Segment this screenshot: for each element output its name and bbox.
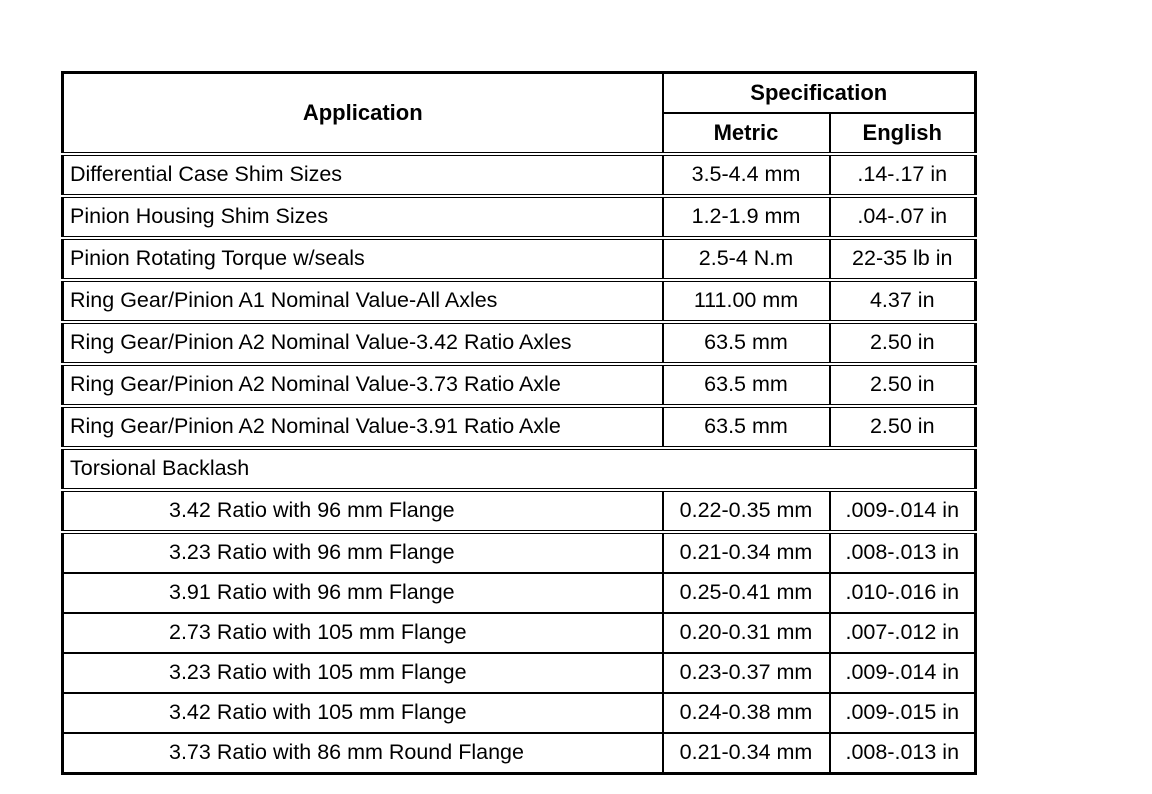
english-cell: .008-.013 in <box>830 733 976 774</box>
english-cell: 2.50 in <box>830 406 976 448</box>
english-cell: .009-.014 in <box>830 490 976 532</box>
table-row <box>63 280 976 322</box>
metric-cell: 0.21-0.34 mm <box>663 532 830 573</box>
table-row <box>63 406 976 448</box>
english-cell: .009-.015 in <box>830 693 976 733</box>
table-row <box>63 613 976 653</box>
metric-cell: 63.5 mm <box>663 364 830 406</box>
english-cell: 4.37 in <box>830 280 976 322</box>
table-row <box>63 653 976 693</box>
section-title: Torsional Backlash <box>63 448 976 490</box>
metric-cell: 1.2-1.9 mm <box>663 196 830 238</box>
metric-cell: 111.00 mm <box>663 280 830 322</box>
metric-cell: 0.20-0.31 mm <box>663 613 830 653</box>
english-cell: .010-.016 in <box>830 573 976 613</box>
application-cell: 3.42 Ratio with 105 mm Flange <box>63 693 663 733</box>
metric-cell: 63.5 mm <box>663 322 830 364</box>
english-cell: .009-.014 in <box>830 653 976 693</box>
application-cell: 2.73 Ratio with 105 mm Flange <box>63 613 663 653</box>
english-cell: 2.50 in <box>830 364 976 406</box>
application-cell: 3.42 Ratio with 96 mm Flange <box>63 490 663 532</box>
table-row <box>63 238 976 280</box>
header-specification: Specification <box>663 73 976 114</box>
table-row <box>63 733 976 774</box>
table-row <box>63 532 976 573</box>
english-cell: 22-35 lb in <box>830 238 976 280</box>
english-cell: 2.50 in <box>830 322 976 364</box>
table-row <box>63 196 976 238</box>
table-row <box>63 490 976 532</box>
table-row <box>63 693 976 733</box>
header-metric: Metric <box>663 113 830 154</box>
application-cell: 3.91 Ratio with 96 mm Flange <box>63 573 663 613</box>
application-cell: Ring Gear/Pinion A1 Nominal Value-All Axles <box>63 280 663 322</box>
metric-cell: 0.22-0.35 mm <box>663 490 830 532</box>
section-row <box>63 448 976 490</box>
table-row <box>63 154 976 196</box>
specification-table <box>61 71 977 775</box>
header-application: Application <box>63 73 663 155</box>
metric-cell: 2.5-4 N.m <box>663 238 830 280</box>
metric-cell: 63.5 mm <box>663 406 830 448</box>
application-cell: 3.23 Ratio with 105 mm Flange <box>63 653 663 693</box>
table-header <box>63 73 976 155</box>
english-cell: .008-.013 in <box>830 532 976 573</box>
metric-cell: 0.21-0.34 mm <box>663 733 830 774</box>
application-cell: Pinion Rotating Torque w/seals <box>63 238 663 280</box>
metric-cell: 3.5-4.4 mm <box>663 154 830 196</box>
english-cell: .14-.17 in <box>830 154 976 196</box>
table-row <box>63 364 976 406</box>
application-cell: Ring Gear/Pinion A2 Nominal Value-3.42 Ratio Axles <box>63 322 663 364</box>
application-cell: 3.73 Ratio with 86 mm Round Flange <box>63 733 663 774</box>
application-cell: Pinion Housing Shim Sizes <box>63 196 663 238</box>
english-cell: .007-.012 in <box>830 613 976 653</box>
table-row <box>63 322 976 364</box>
metric-cell: 0.24-0.38 mm <box>663 693 830 733</box>
application-cell: Differential Case Shim Sizes <box>63 154 663 196</box>
table-row <box>63 573 976 613</box>
english-cell: .04-.07 in <box>830 196 976 238</box>
header-english: English <box>830 113 976 154</box>
metric-cell: 0.23-0.37 mm <box>663 653 830 693</box>
metric-cell: 0.25-0.41 mm <box>663 573 830 613</box>
application-cell: Ring Gear/Pinion A2 Nominal Value-3.91 Ratio Axle <box>63 406 663 448</box>
application-cell: 3.23 Ratio with 96 mm Flange <box>63 532 663 573</box>
application-cell: Ring Gear/Pinion A2 Nominal Value-3.73 Ratio Axle <box>63 364 663 406</box>
